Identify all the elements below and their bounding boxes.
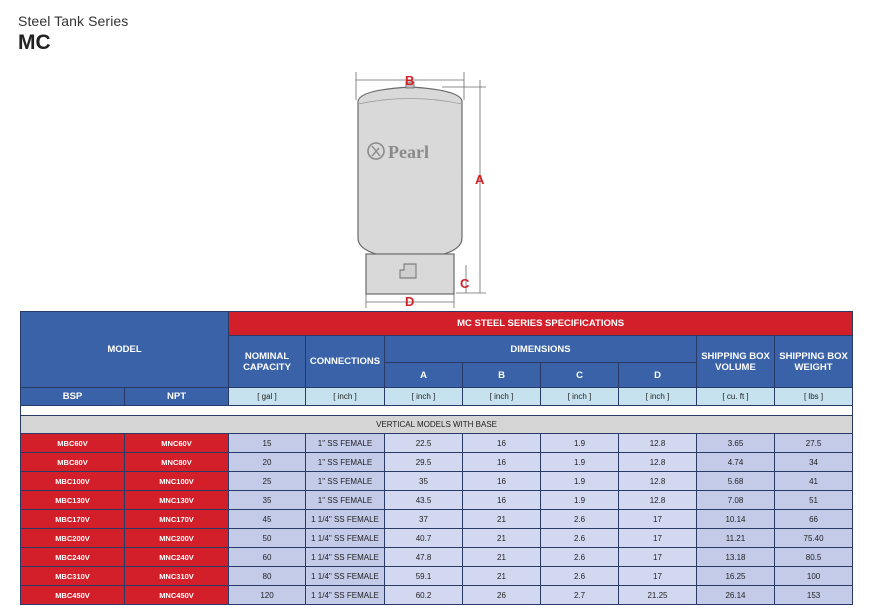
weight-value: 66	[775, 510, 853, 529]
connection-value: 1 1/4" SS FEMALE	[306, 510, 385, 529]
weight-value: 41	[775, 472, 853, 491]
capacity-value: 20	[229, 453, 306, 472]
dim-a-value: 35	[385, 472, 463, 491]
table-row	[21, 491, 853, 510]
volume-value: 10.14	[697, 510, 775, 529]
dim-a-value: 47.8	[385, 548, 463, 567]
shipping-weight-header: SHIPPING BOX WEIGHT	[775, 336, 853, 388]
table-row	[21, 548, 853, 567]
capacity-value: 60	[229, 548, 306, 567]
weight-value: 34	[775, 453, 853, 472]
capacity-value: 35	[229, 491, 306, 510]
capacity-value: 45	[229, 510, 306, 529]
dim-a-label: A	[475, 172, 485, 187]
table-row	[21, 434, 853, 453]
bsp-model: MBC100V	[21, 472, 125, 491]
dim-d-value: 17	[619, 567, 697, 586]
npt-header: NPT	[125, 388, 229, 406]
connection-value: 1" SS FEMALE	[306, 434, 385, 453]
unit-d: [ inch ]	[619, 388, 697, 406]
npt-model: MNC450V	[125, 586, 229, 605]
dim-b-value: 16	[463, 491, 541, 510]
table-row	[21, 510, 853, 529]
dim-c-value: 1.9	[541, 453, 619, 472]
connection-value: 1 1/4" SS FEMALE	[306, 586, 385, 605]
table-row	[21, 472, 853, 491]
dim-b-value: 21	[463, 567, 541, 586]
npt-model: MNC60V	[125, 434, 229, 453]
capacity-value: 50	[229, 529, 306, 548]
unit-a: [ inch ]	[385, 388, 463, 406]
table-row	[21, 453, 853, 472]
connections-header: CONNECTIONS	[306, 336, 385, 388]
volume-value: 26.14	[697, 586, 775, 605]
dim-a-value: 37	[385, 510, 463, 529]
dim-a-value: 29.5	[385, 453, 463, 472]
volume-value: 16.25	[697, 567, 775, 586]
weight-value: 100	[775, 567, 853, 586]
dim-c-value: 2.7	[541, 586, 619, 605]
unit-capacity: [ gal ]	[229, 388, 306, 406]
model-header: MODEL	[21, 312, 229, 388]
table-row	[21, 586, 853, 605]
npt-model: MNC80V	[125, 453, 229, 472]
table-title: MC STEEL SERIES SPECIFICATIONS	[229, 312, 853, 336]
dim-a-header: A	[385, 363, 463, 388]
bsp-header: BSP	[21, 388, 125, 406]
table-body	[21, 434, 853, 605]
dim-b-header: B	[463, 363, 541, 388]
weight-value: 51	[775, 491, 853, 510]
dim-c-value: 1.9	[541, 434, 619, 453]
bsp-model: MBC200V	[21, 529, 125, 548]
dim-b-label: B	[405, 73, 415, 88]
dim-d-value: 17	[619, 510, 697, 529]
npt-model: MNC310V	[125, 567, 229, 586]
connection-value: 1" SS FEMALE	[306, 472, 385, 491]
npt-model: MNC100V	[125, 472, 229, 491]
shipping-volume-header: SHIPPING BOX VOLUME	[697, 336, 775, 388]
dim-d-value: 17	[619, 548, 697, 567]
dim-d-value: 17	[619, 529, 697, 548]
capacity-value: 120	[229, 586, 306, 605]
dim-a-value: 40.7	[385, 529, 463, 548]
series-code: MC	[18, 31, 51, 54]
spec-table	[20, 311, 853, 605]
section-label: VERTICAL MODELS WITH BASE	[21, 416, 853, 434]
npt-model: MNC200V	[125, 529, 229, 548]
dim-d-label: D	[405, 294, 415, 309]
volume-value: 4.74	[697, 453, 775, 472]
dim-d-value: 12.8	[619, 491, 697, 510]
connection-value: 1 1/4" SS FEMALE	[306, 548, 385, 567]
dim-b-value: 21	[463, 529, 541, 548]
dim-a-value: 59.1	[385, 567, 463, 586]
weight-value: 153	[775, 586, 853, 605]
dim-d-header: D	[619, 363, 697, 388]
weight-value: 80.5	[775, 548, 853, 567]
tank-diagram	[330, 60, 520, 310]
tank-body	[358, 87, 462, 259]
dim-a-value: 60.2	[385, 586, 463, 605]
dim-b-value: 16	[463, 434, 541, 453]
dim-c-value: 2.6	[541, 548, 619, 567]
dim-c-value: 1.9	[541, 472, 619, 491]
dim-a-value: 22.5	[385, 434, 463, 453]
dim-b-value: 21	[463, 548, 541, 567]
dimensions-header: DIMENSIONS	[385, 336, 697, 363]
unit-volume: [ cu. ft ]	[697, 388, 775, 406]
dim-d-value: 12.8	[619, 434, 697, 453]
bsp-model: MBC240V	[21, 548, 125, 567]
npt-model: MNC240V	[125, 548, 229, 567]
bsp-model: MBC60V	[21, 434, 125, 453]
unit-c: [ inch ]	[541, 388, 619, 406]
dim-b-value: 21	[463, 510, 541, 529]
unit-b: [ inch ]	[463, 388, 541, 406]
weight-value: 75.40	[775, 529, 853, 548]
capacity-value: 25	[229, 472, 306, 491]
dim-b-value: 16	[463, 472, 541, 491]
bsp-model: MBC310V	[21, 567, 125, 586]
nominal-capacity-header: NOMINAL CAPACITY	[229, 336, 306, 388]
volume-value: 5.68	[697, 472, 775, 491]
dim-b-value: 26	[463, 586, 541, 605]
brand-text: Pearl	[388, 142, 429, 162]
capacity-value: 15	[229, 434, 306, 453]
dim-d-value: 12.8	[619, 472, 697, 491]
dim-c-value: 1.9	[541, 491, 619, 510]
dim-c-header: C	[541, 363, 619, 388]
volume-value: 7.08	[697, 491, 775, 510]
dim-b-value: 16	[463, 453, 541, 472]
capacity-value: 80	[229, 567, 306, 586]
unit-connections: [ inch ]	[306, 388, 385, 406]
connection-value: 1" SS FEMALE	[306, 491, 385, 510]
dim-d-value: 21.25	[619, 586, 697, 605]
dim-d-value: 12.8	[619, 453, 697, 472]
bsp-model: MBC170V	[21, 510, 125, 529]
series-label: Steel Tank Series	[18, 13, 129, 29]
connection-value: 1 1/4" SS FEMALE	[306, 567, 385, 586]
dim-c-value: 2.6	[541, 567, 619, 586]
npt-model: MNC130V	[125, 491, 229, 510]
table-row	[21, 529, 853, 548]
volume-value: 13.18	[697, 548, 775, 567]
bsp-model: MBC80V	[21, 453, 125, 472]
dim-a-value: 43.5	[385, 491, 463, 510]
dim-c-value: 2.6	[541, 510, 619, 529]
volume-value: 11.21	[697, 529, 775, 548]
dim-c-label: C	[460, 276, 470, 291]
bsp-model: MBC130V	[21, 491, 125, 510]
table-row	[21, 567, 853, 586]
bsp-model: MBC450V	[21, 586, 125, 605]
connection-value: 1 1/4" SS FEMALE	[306, 529, 385, 548]
unit-weight: [ lbs ]	[775, 388, 853, 406]
npt-model: MNC170V	[125, 510, 229, 529]
volume-value: 3.65	[697, 434, 775, 453]
connection-value: 1" SS FEMALE	[306, 453, 385, 472]
weight-value: 27.5	[775, 434, 853, 453]
dim-c-value: 2.6	[541, 529, 619, 548]
